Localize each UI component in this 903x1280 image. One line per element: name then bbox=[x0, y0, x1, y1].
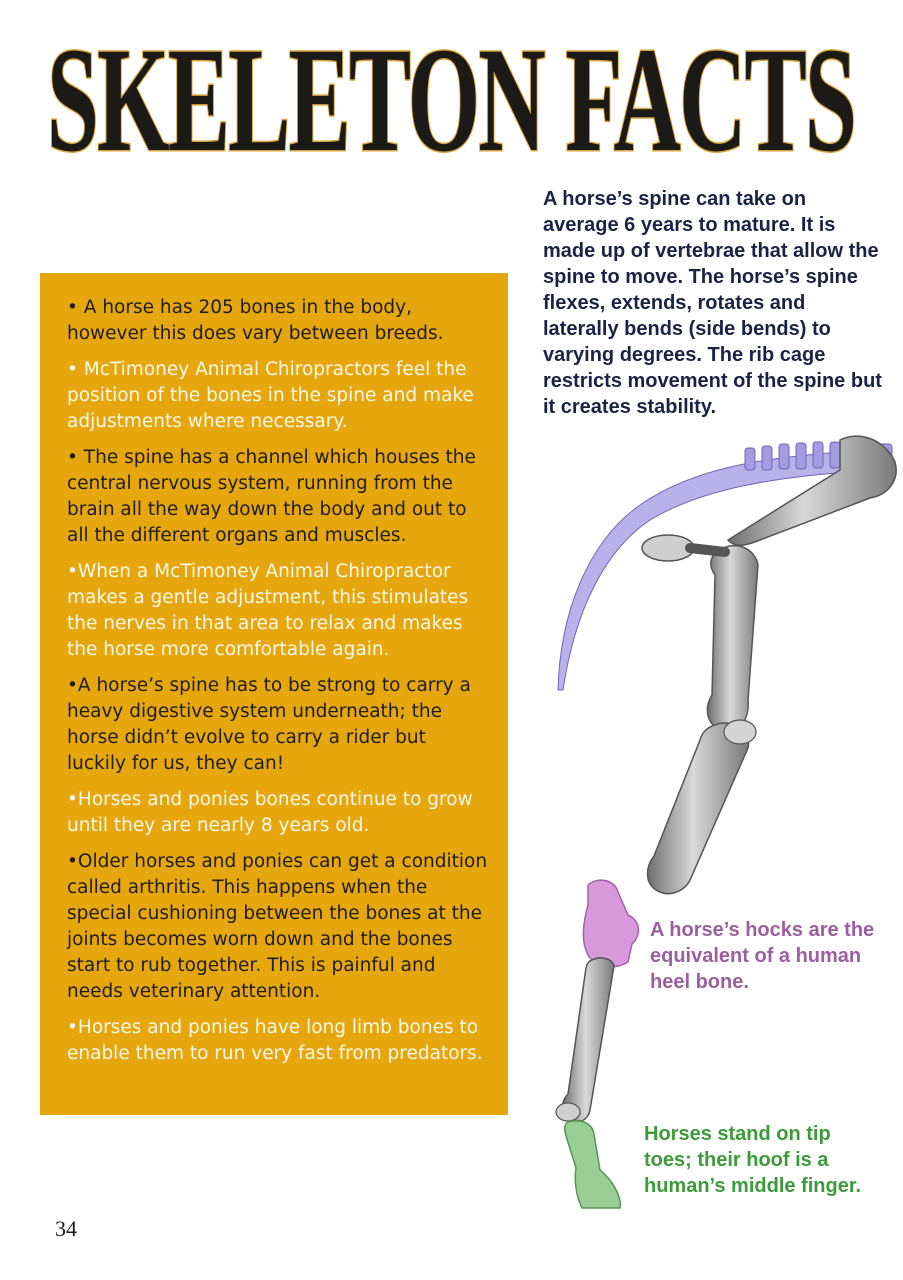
title-art bbox=[0, 28, 903, 168]
fact-item: •Horses and ponies bones continue to grow until they are nearly 8 years old. bbox=[67, 789, 473, 836]
fact-item: •Older horses and ponies can get a condition called arthritis. This happens when the special cushioning between the bones at the joints becomes worn down and the bones start to rub together. This is painful and needs veterinary attention. bbox=[67, 851, 488, 1002]
hoof-caption: Horses stand on tip toes; their hoof is a human’s middle finger. bbox=[644, 1123, 862, 1197]
title-text: SKELETON FACTS bbox=[47, 28, 855, 168]
fact-item: •When a McTimoney Animal Chiropractor makes a gentle adjustment, this stimulates the nerves in that area to relax and makes the horse more comfortable again. bbox=[67, 561, 469, 660]
tibia-bone bbox=[648, 723, 749, 894]
fact-item: • McTimoney Animal Chiropractors feel the position of the bones in the spine and make adjustments where necessary. bbox=[67, 359, 474, 432]
facts-box bbox=[40, 273, 508, 1115]
horse-hind-leg-skeleton bbox=[545, 430, 903, 1220]
femur-bone bbox=[707, 546, 758, 731]
fact-item: • A horse has 205 bones in the body, however this does vary between breeds. bbox=[67, 297, 444, 344]
hock-caption: A horse’s hocks are the equivalent of a human heel bone. bbox=[650, 919, 875, 993]
fact-item: •Horses and ponies have long limb bones to enable them to run very fast from predators. bbox=[67, 1017, 483, 1064]
hoof-bones bbox=[565, 1121, 621, 1209]
page-title bbox=[0, 28, 903, 168]
fact-item: •A horse’s spine has to be strong to carry a heavy digestive system underneath; the horse didn’t evolve to carry a rider but luckily for us, they can! bbox=[67, 675, 471, 774]
page-number: 34 bbox=[55, 1216, 77, 1241]
hock-bones bbox=[583, 880, 638, 967]
fact-item: • The spine has a channel which houses the central nervous system, running from the brain all the way down the body and out to all the different organs and muscles. bbox=[67, 447, 476, 546]
cannon-bone bbox=[562, 958, 614, 1122]
intro-paragraph: A horse’s spine can take on average 6 years to mature. It is made up of vertebrae that allow the spine to move. The horse’s spine flexes, extends, rotates and laterally bends (side bends) to varying degrees. The rib cage restricts movement of the spine but it creates stability. bbox=[543, 188, 882, 418]
